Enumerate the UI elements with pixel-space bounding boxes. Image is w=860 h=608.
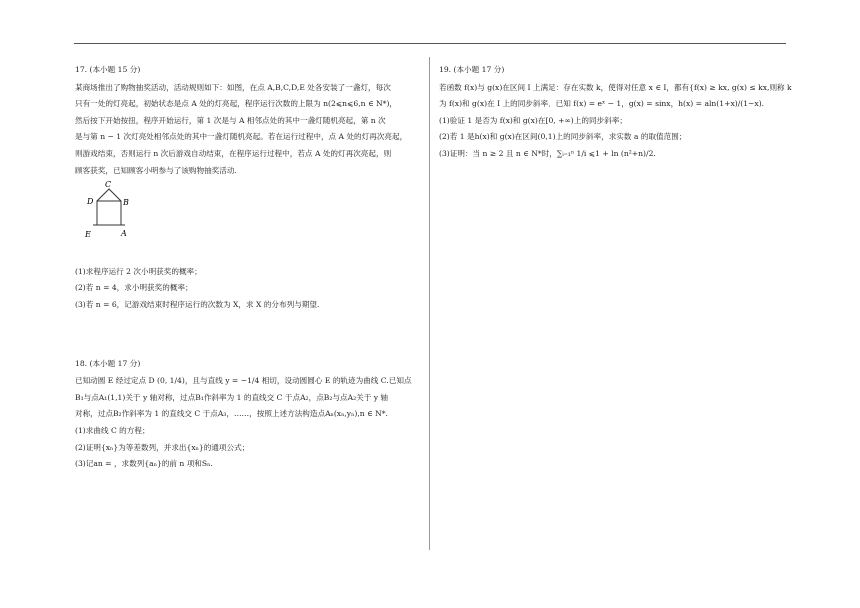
column-divider: [429, 57, 430, 550]
figure-label-e: E: [85, 230, 91, 240]
q17-part-3: (3)若 n = 6，记游戏结束时程序运行的次数为 X，求 X 的分布列与期望.: [75, 299, 320, 309]
q17-line: 是与第 n − 1 次灯亮处相邻点处的其中一盏灯随机亮起。若在运行过程中，点 A 处的灯再次亮起，: [75, 132, 408, 142]
q18-line: 已知动圆 E 经过定点 D (0, 1/4)，且与直线 y = −1/4 相切，设动圆圆心 E 的轨迹为曲线 C.已知点: [75, 376, 412, 386]
figure-label-c: C: [105, 181, 112, 190]
question-17: [75, 62, 420, 314]
house-figure: [79, 181, 139, 251]
q17-line: 然后按下开始按扭，程序开始运行，第 1 次是与 A 相邻点处的其中一盏灯随机亮起，第 n 次: [75, 115, 386, 125]
question-18: [75, 356, 420, 473]
q17-line: 某商场推出了购物抽奖活动，活动规则如下：如图，在点 A,B,C,D,E 处各安装了一盏灯，每次: [75, 82, 391, 92]
figure-label-b: B: [123, 198, 129, 208]
q18-part-1: (1)求曲线 C 的方程；: [75, 425, 150, 435]
q17-heading: 17. (本小题 15 分): [75, 65, 141, 74]
figure-label-a: A: [121, 229, 127, 239]
question-19: [439, 62, 792, 163]
q17-part-2: (2)若 n = 4，求小明获奖的概率；: [75, 283, 193, 293]
figure-roof: [97, 189, 121, 201]
q19-part-3: (3)证明：当 n ≥ 2 且 n ∈ N*时，∑ᵢ₌₁ⁿ 1/i ⩽1 + ln (n²+n)/2.: [439, 148, 656, 158]
q18-part-2: (2)证明{xₙ}为等差数列，并求出{xₙ}的通项公式；: [75, 442, 250, 452]
q18-line: 对称，过点B₂作斜率为 1 的直线交 C 于点A₃，……，按照上述方法构造点Aₙ(xₙ,yₙ),n ∈ N*.: [75, 409, 388, 419]
q18-heading: 18. (本小题 17 分): [75, 358, 141, 368]
left-column: [75, 62, 420, 473]
q17-line: 则游戏结束，否则运行 n 次后游戏自动结束，在程序运行过程中，若点 A 处的灯再次亮起，则: [75, 148, 392, 158]
q19-part-2: (2)若 1 是h(x)和 g(x)在区间(0,1)上的同步斜率，求实数 a 的取值范围；: [439, 132, 687, 142]
right-column: [439, 62, 792, 163]
q18-part-3: (3)记an = ，求数列{aₙ}的前 n 项和Sₙ.: [75, 459, 213, 469]
q18-line: B₁与点A₁(1,1)关于 y 轴对称，过点B₁作斜率为 1 的直线交 C 于点A₂，点B₂与点A₂关于 y 轴: [75, 392, 389, 402]
header-rule: [74, 43, 786, 44]
q17-line: 只有一处的灯亮起，初始状态是点 A 处的灯亮起，程序运行次数的上限为 n(2⩽n⩽6,n ∈ N*)，: [75, 99, 398, 109]
q19-heading: 19. (本小题 17 分): [439, 65, 505, 74]
figure-label-d: D: [87, 197, 94, 207]
q19-line: 若函数 f(x)与 g(x)在区间 I 上满足：存在实数 k，使得对任意 x ∈ I，都有{f(x) ≥ kx, g(x) ≤ kx,则称 k: [439, 82, 792, 92]
q19-part-1: (1)验证 1 是否为 f(x)和 g(x)在[0, +∞)上的同步斜率；: [439, 115, 627, 125]
q19-line: 为 f(x)和 g(x)在 I 上的同步斜率．已知 f(x) = eˣ − 1，g(x) = sinx，h(x) = aln(1+x)/(1−x).: [439, 99, 765, 109]
figure-square: [97, 201, 121, 225]
q17-line: 顾客获奖，已知顾客小明参与了该购物抽奖活动.: [75, 165, 237, 175]
q17-part-1: (1)求程序运行 2 次小明获奖的概率；: [75, 266, 202, 276]
